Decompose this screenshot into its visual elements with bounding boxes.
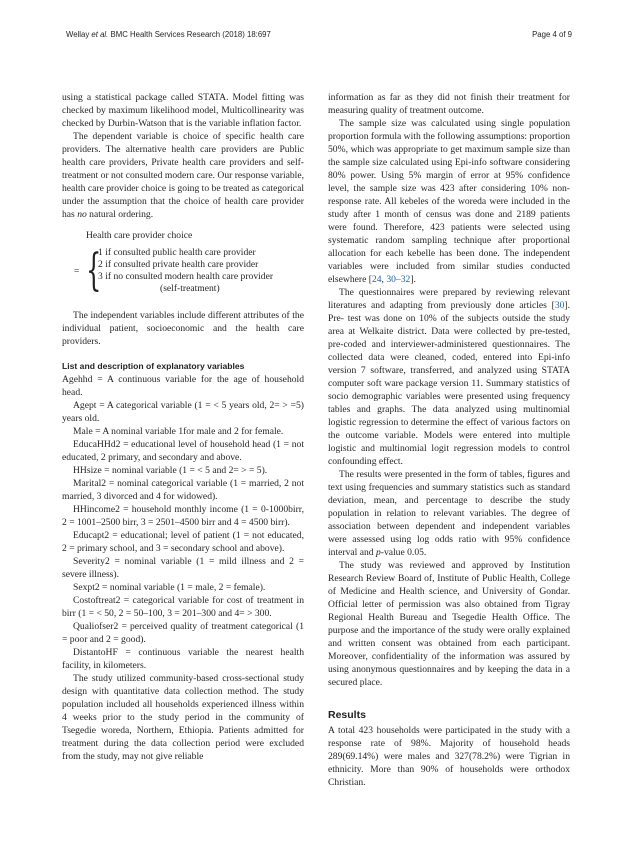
formula-option: 1 if consulted public health care provider xyxy=(98,247,256,258)
paragraph: using a statistical package called STATA. Model fitting was checked by maximum likelihood model, Multicollinearity was checked by Durbin-Watson that is the variable inflation factor. xyxy=(62,92,304,129)
equals-sign: = xyxy=(74,266,80,277)
variable-definition: HHincome2 = household monthly income (1 = 0-1000birr, 2 = 1001–2500 birr, 3 = 2501–4500 birr and 4 = 4500 birr). xyxy=(62,504,304,528)
citation-link[interactable]: 24 xyxy=(371,274,382,285)
formula-option: 2 if consulted private health care provider xyxy=(98,259,259,270)
paragraph: The sample size was calculated using single population proportion formula with the following assumptions: proportion 50%, which was appropriate to get maximum sample size than the sample size calculated using Epi-info software considering 80% power. Using 5% margin of error at 95% confidence level, the sample size was 423 after considering 10% non-response rate. All kebeles of the woreda were included in the study after 1 month of census was done and 2189 patients were found. Therefore, 423 patients were selected using systematic random sampling technique after proportional allocation for each kebelle has been done. The independent variables were included from similar studies conducted elsewhere [24, 30–32]. xyxy=(328,118,570,285)
formula-options xyxy=(98,247,273,295)
header-citation: Wellay et al. BMC Health Services Research (2018) 18:697 xyxy=(66,30,271,39)
variable-definition: HHsize = nominal variable (1 = < 5 and 2= > = 5). xyxy=(73,465,268,476)
paragraph: The study was reviewed and approved by Institution Research Review Board of, Institute of Public Health, College of Medicine and Health science, and University of Gondar. Official letter of permission was also obtained from Tigray Regional Health Bureau and Tsegedie Health Office. The purpose and the importance of the study were orally explained and written consent was obtained from each participant. Moreover, confidentiality of the information was assured by using anonymous questionnaires and by keeping the data in a secured place. xyxy=(328,560,570,688)
response-variable-formula xyxy=(62,229,304,299)
paragraph: A total 423 households were participated in the study with a response rate of 98%. Majority of household heads 289(69.14%) were males and 327(78.2%) were Tigrian in ethnicity. More than 90% of households were orthodox Christian. xyxy=(328,725,570,788)
paragraph: The dependent variable is choice of specific health care providers. The alternative health care providers are Public health care providers, Private health care providers and self-treatment or not consulted modern care. Our response variable, health care provider choice is going to be treated as categorical under the assumption that the choice of health care provider has no natural ordering. xyxy=(62,131,304,220)
paragraph: information as far as they did not finish their treatment for measuring quality of treatment outcome. xyxy=(328,92,570,116)
formula-option: 3 if no consulted modern health care provider xyxy=(98,271,274,282)
variable-definition: Marital2 = nominal categorical variable (1 = married, 2 not married, 3 divorced and 4 for widowed). xyxy=(62,478,304,502)
variable-definition: Agept = A categorical variable (1 = < 5 years old, 2= > =5) years old. xyxy=(62,400,304,424)
paragraph: The independent variables include different attributes of the individual patient, socioeconomic and the health care providers. xyxy=(62,310,304,347)
left-brace-icon: { xyxy=(86,245,102,296)
right-column xyxy=(328,91,570,789)
variable-definition: Agehhd = A continuous variable for the age of household head. xyxy=(62,374,304,398)
formula-option: (self-treatment) xyxy=(160,283,220,294)
variable-definition: Severity2 = nominal variable (1 = mild illness and 2 = severe illness). xyxy=(62,556,304,580)
variable-definition: Sexpt2 = nominal variable (1 = male, 2 = female). xyxy=(73,582,266,593)
variable-definition: Male = A nominal variable 1for male and 2 for female. xyxy=(73,426,284,437)
paragraph: The study utilized community-based cross-sectional study design with quantitative data collection method. The study population included all households experienced illness within 4 weeks prior to the study period in the community of Tsegedie woreda, Northern, Ethiopia. Patients admitted for treatment during the data collection period were excluded from the study, may not give reliable xyxy=(62,673,304,762)
page-number: Page 4 of 9 xyxy=(532,30,572,39)
variable-definition: Costoftreat2 = categorical variable for cost of treatment in birr (1 = < 50, 2 = 50–100, 3 = 201–300 and 4= > 300. xyxy=(62,595,304,619)
variable-definition: Qualiofser2 = perceived quality of treatment categorical (1 = poor and 2 = good). xyxy=(62,621,304,645)
formula-label: Health care provider choice xyxy=(86,230,193,241)
left-column xyxy=(62,91,304,763)
results-heading: Results xyxy=(328,709,366,721)
citation-link[interactable]: 30–32 xyxy=(386,274,411,285)
citation-link[interactable]: 30 xyxy=(554,300,565,311)
variable-definition: Educapt2 = educational; level of patient (1 = not educated, 2 = primary school, and 3 = secondary school and above). xyxy=(62,530,304,554)
variable-definition: DistantoHF = continuous variable the nearest health facility, in kilometers. xyxy=(62,647,304,671)
section-subheading: List and description of explanatory variables xyxy=(62,361,245,371)
paragraph: The questionnaires were prepared by reviewing relevant literatures and adapting from previously done articles [30]. Pre- test was done on 10% of the subjects outside the study area at Welkaite district. Data were collected by pre-tested, pre-coded and interviewer-administered questionnaires. The collected data were cleaned, coded, entered into Epi-info version 7 software, transferred, and analyzed using STATA computer soft ware package version 11. Summary statistics of socio demographic variables were presented using frequency tables and graphs. The data analyzed using multinomial logistic regression to determine the effect of various factors on the outcome variable. Models were entered into multiple logistic and multinomial logit regression models to control confounding effect. xyxy=(328,287,570,467)
variable-definition: EducaHHd2 = educational level of household head (1 = not educated, 2 primary, and secondary and above. xyxy=(62,439,304,463)
paragraph: The results were presented in the form of tables, figures and text using frequencies and summary statistics such as standard deviation, mean, and percentage to describe the study population in relation to relevant variables. The degree of association between dependent and independent variables were assessed using log odds ratio with 95% confidence interval and p-value 0.05. xyxy=(328,469,570,558)
